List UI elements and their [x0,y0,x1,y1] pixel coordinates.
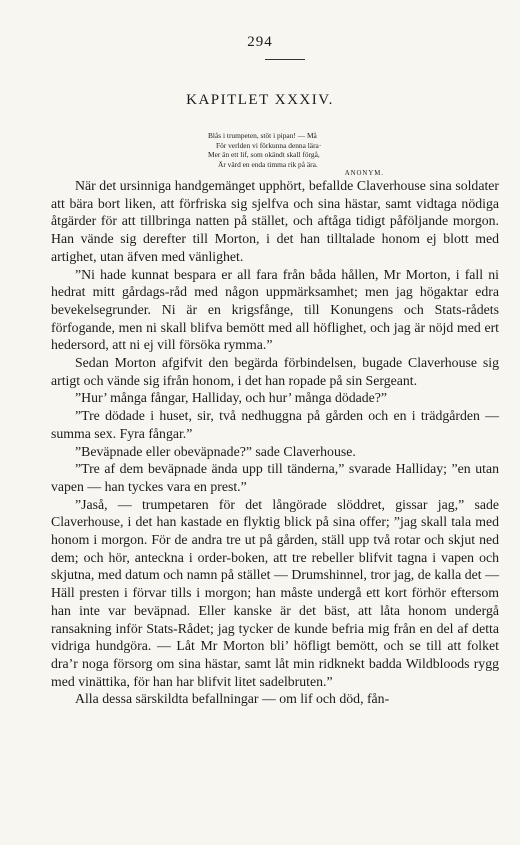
paragraph: Alla dessa särskildta befallningar — om lif och död, fån- [75,691,390,707]
paragraph: ”Ni hade kunnat bespara er all fara från båda hållen, Mr Morton, i fall ni hedrat mitt gårdags-råd med någon uppmärksamhet; men jag högaktar edra bevekelsegrunder. Ni är en krigsfånge, till Konungens och Stats-rådets förfogande, men ni skall blifva bemött med all höflighet, och jag är nöjd med ert hedersord, att ni ej vill försöka rymma.” [51,266,499,353]
header-rule [265,59,305,60]
epigraph-line: För verlden vi förkunna denna lära· [216,140,322,150]
epigraph-line: Mer än ett lif, som okändt skall förgå, [208,150,320,160]
epigraph-author: ANONYM. [344,170,384,178]
paragraph: ”Tre dödade i huset, sir, två nedhuggna på gården och en i trädgården — summa sex. Fyra fångar.” [51,408,499,441]
paragraph: När det ursinniga handgemänget upphört, befallde Claverhouse sina soldater att bära bort liken, att förfriska sig sjelfva och sina hästar, samt vidtaga nödiga åtgärder för att tillbringa natten på stället, och aftåga tidigt påföljande morgon. Han vände sig derefter till Morton, i det han tilltalade honom ej blott med artighet, utan äfven med vänlighet. [51,178,499,264]
page-number: 294 [247,34,273,50]
paragraph: Sedan Morton afgifvit den begärda förbindelsen, bugade Claverhouse sig artigt och vände sig ifrån honom, i det han ropade på sin Sergeant. [51,355,499,388]
paragraph: ”Beväpnade eller obeväpnade?” sade Claverhouse. [75,443,356,459]
epigraph-line: Blås i trumpeten, stöt i pipan! — Må [208,131,317,140]
chapter-title: KAPITLET XXXIV. [186,92,334,108]
epigraph-line: Är värd en enda timma rik på ära. [218,159,318,169]
chapter-body [51,177,499,708]
paragraph: ”Jaså, — trumpetaren för det långörade slöddret, gissar jag,” sade Claverhouse, i det han kastade en flyktig blick på sina offer; ”jag skall tala med honom i morgon. För de andra tre ut på gården, ställ upp två rotar och skjut ned dem; och hör, anteckna i order-boken, att tre rebeller blifvit tagna i vapen och skjutna, med datum och namn på stället — Drumshinnel, tror jag, de kalla det — Häll presten i förvar tills i morgon; han måste undergå ett kort förhör eftersom han inte var beväpnad. Eller kanske är det bäst, att låta honom undergå ransakning inför Stats-Rådet; jag tycker de kunde befria mig från en del af detta vidriga hundgöra. — Låt Mr Morton bli’ höfligt bemött, och se till att folket dra’r noga försorg om sina hästar, samt låt min ridknekt badda Wildbloods rygg med vinättika, för han har blifvit litet sadelbruten.” [51,496,499,689]
paragraph: ”Hur’ många fångar, Halliday, och hur’ många dödade?” [75,390,388,406]
paragraph: ”Tre af dem beväpnade ända upp till tänderna,” svarade Halliday; ”en utan vapen — han tyckes vara en prest.” [51,461,499,494]
epigraph [208,131,388,179]
